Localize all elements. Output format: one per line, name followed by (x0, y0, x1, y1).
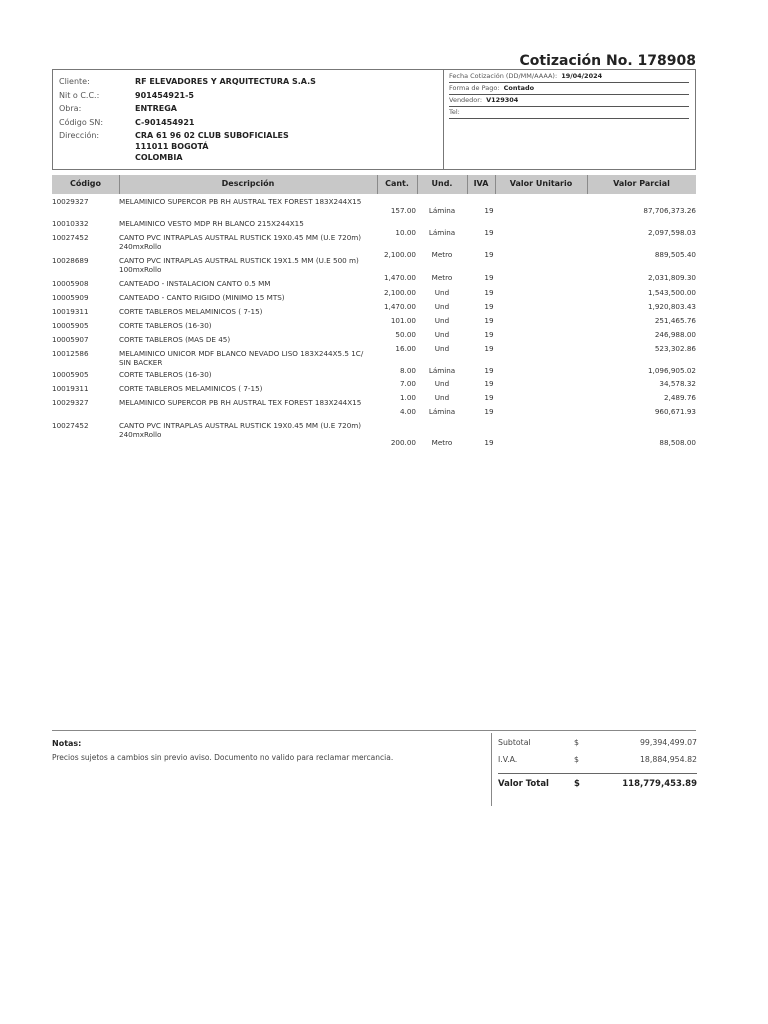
cell-codigo: 10019311 (52, 307, 89, 316)
iva-row (498, 755, 697, 768)
subtotal-currency: $ (574, 738, 579, 747)
cell-codigo: 10019311 (52, 384, 89, 393)
cell-cant: 1.00 (399, 392, 416, 402)
cell-iva: 19 (484, 343, 494, 353)
cell-descripcion: CANTEADO - INSTALACION CANTO 0.5 MM (119, 279, 271, 288)
header-valor-parcial: Valor Parcial (613, 179, 670, 188)
direccion-label: Dirección: (59, 131, 100, 140)
fecha-row (449, 72, 689, 83)
total-currency: $ (574, 779, 580, 789)
table-row (52, 335, 696, 353)
header-cant: Cant. (385, 179, 409, 188)
cell-iva: 19 (484, 287, 494, 297)
table-header (52, 175, 696, 194)
cell-cant: 2,100.00 (383, 287, 416, 297)
iva-currency: $ (574, 755, 579, 764)
cell-cant: 8.00 (399, 366, 416, 375)
table-row (52, 197, 696, 215)
cell-und: Und (434, 343, 450, 353)
cell-und: Und (434, 287, 450, 297)
total-value: 118,779,453.89 (622, 779, 697, 789)
cell-und: Und (434, 301, 450, 311)
cell-und: Lámina (428, 205, 456, 215)
cell-codigo: 10029327 (52, 197, 89, 206)
subtotal-label: Subtotal (498, 738, 531, 747)
cell-codigo: 10012586 (52, 349, 89, 358)
iva-value: 18,884,954.82 (639, 755, 697, 764)
table-row (52, 307, 696, 325)
cell-iva: 19 (484, 378, 494, 388)
cell-und: Metro (431, 250, 453, 259)
notes-title: Notas: (52, 739, 82, 748)
cell-descripcion: CANTEADO - CANTO RIGIDO (MINIMO 15 MTS) (119, 293, 285, 302)
tel-label: Tel: (449, 108, 460, 116)
cell-iva: 19 (484, 315, 494, 325)
cell-codigo: 10027452 (52, 421, 89, 430)
cell-valor-parcial: 87,706,373.26 (643, 205, 696, 215)
cell-descripcion: CORTE TABLEROS MELAMINICOS ( 7-15) (119, 307, 263, 316)
cell-iva: 19 (484, 273, 494, 282)
obra-value: ENTREGA (135, 104, 177, 113)
cell-codigo: 10005905 (52, 321, 89, 330)
direccion-line2: 111011 BOGOTÁ (135, 142, 209, 151)
cell-cant: 200.00 (390, 438, 416, 447)
cell-codigo: 10028689 (52, 256, 89, 265)
cell-descripcion: CANTO PVC INTRAPLAS AUSTRAL RUSTICK 19X0.45 MM (U.E 720m) 240mxRollo (119, 233, 362, 251)
cell-valor-parcial: 1,096,905.02 (647, 366, 696, 375)
cell-valor-parcial: 2,097,598.03 (647, 227, 696, 237)
cell-cant: 1,470.00 (383, 301, 416, 311)
cell-und: Und (434, 378, 450, 388)
cell-descripcion: CORTE TABLEROS (16-30) (119, 370, 212, 379)
cell-cant: 2,100.00 (383, 250, 416, 259)
cell-und: Lámina (428, 406, 456, 416)
cell-und: Lámina (428, 227, 456, 237)
cell-iva: 19 (484, 227, 494, 237)
cell-descripcion: CANTO PVC INTRAPLAS AUSTRAL RUSTICK 19X0.45 MM (U.E 720m) 240mxRollo (119, 421, 362, 439)
cell-codigo: 10005908 (52, 279, 89, 288)
cell-descripcion: CANTO PVC INTRAPLAS AUSTRAL RUSTICK 19X1.5 MM (U.E 500 m) 100mxRollo (119, 256, 359, 274)
cell-cant: 7.00 (399, 378, 416, 388)
subtotal-value: 99,394,499.07 (639, 738, 697, 747)
cell-codigo: 10005907 (52, 335, 89, 344)
cell-cant: 50.00 (395, 329, 416, 339)
quote-title: Cotización No. 178908 (519, 53, 696, 69)
header-codigo: Código (69, 179, 102, 188)
cell-cant: 16.00 (395, 343, 416, 353)
direccion-line3: COLOMBIA (135, 153, 183, 162)
cell-iva: 19 (484, 392, 494, 402)
vendedor-label: Vendedor: (449, 96, 483, 104)
header-und: Und. (431, 179, 453, 188)
pago-label: Forma de Pago: (449, 84, 500, 92)
cell-descripcion: CORTE TABLEROS (16-30) (119, 321, 212, 330)
total-divider (498, 773, 697, 774)
cell-cant: 4.00 (399, 406, 416, 416)
cell-descripcion: MELAMINICO UNICOR MDF BLANCO NEVADO LISO 183X244X5.5 1C/ SIN BACKER (119, 349, 364, 367)
subtotal-row (498, 738, 697, 751)
cell-valor-parcial: 34,578.32 (659, 378, 696, 388)
footer-divider (52, 730, 696, 731)
nit-value: 901454921-5 (135, 91, 194, 100)
table-row (52, 398, 696, 416)
cell-valor-parcial: 960,671.93 (654, 406, 696, 416)
client-name: RF ELEVADORES Y ARQUITECTURA S.A.S (135, 77, 316, 86)
cell-und: Und (434, 315, 450, 325)
cell-valor-parcial: 251,465.76 (654, 315, 696, 325)
cell-codigo: 10029327 (52, 398, 89, 407)
cell-valor-parcial: 1,920,803.43 (647, 301, 696, 311)
total-row (498, 779, 697, 792)
tel-row (449, 108, 689, 119)
cell-valor-parcial: 2,031,809.30 (647, 273, 696, 282)
cell-descripcion: MELAMINICO SUPERCOR PB RH AUSTRAL TEX FOREST 183X244X15 (119, 398, 362, 407)
cell-iva: 19 (484, 250, 494, 259)
cell-codigo: 10027452 (52, 233, 89, 242)
cell-iva: 19 (484, 406, 494, 416)
obra-label: Obra: (59, 104, 82, 113)
client-info-box (52, 69, 696, 170)
vendedor-row (449, 96, 689, 107)
cell-iva: 19 (484, 438, 494, 447)
cell-iva: 19 (484, 301, 494, 311)
cell-valor-parcial: 889,505.40 (654, 250, 696, 259)
cell-und: Metro (431, 438, 453, 447)
header-iva: IVA (473, 179, 489, 188)
pago-value: Contado (503, 84, 535, 92)
cell-iva: 19 (484, 366, 494, 375)
table-row (52, 384, 696, 402)
table-row (52, 233, 696, 259)
cell-cant: 10.00 (395, 227, 416, 237)
cell-codigo: 10010332 (52, 219, 89, 228)
cell-und: Metro (431, 273, 453, 282)
cell-descripcion: CORTE TABLEROS (MAS DE 45) (119, 335, 231, 344)
cell-codigo: 10005905 (52, 370, 89, 379)
cell-cant: 1,470.00 (383, 273, 416, 282)
cell-codigo: 10005909 (52, 293, 89, 302)
table-row (52, 293, 696, 311)
table-row (52, 279, 696, 297)
fecha-value: 19/04/2024 (561, 72, 603, 80)
nit-label: Nit o C.C.: (59, 91, 100, 100)
table-row (52, 321, 696, 339)
notes-text: Precios sujetos a cambios sin previo aviso. Documento no valido para reclamar mercancia. (52, 753, 394, 762)
iva-label: I.V.A. (498, 755, 518, 764)
box-divider (443, 70, 444, 169)
vendedor-value: V129304 (486, 96, 519, 104)
table-row (52, 421, 696, 447)
cell-cant: 101.00 (390, 315, 416, 325)
cell-iva: 19 (484, 205, 494, 215)
pago-row (449, 84, 689, 95)
cell-descripcion: CORTE TABLEROS MELAMINICOS ( 7-15) (119, 384, 263, 393)
direccion-line1: CRA 61 96 02 CLUB SUBOFICIALES (135, 131, 289, 140)
client-label: Cliente: (59, 77, 90, 86)
cell-valor-parcial: 1,543,500.00 (647, 287, 696, 297)
cell-descripcion: MELAMINICO VESTO MDP RH BLANCO 215X244X15 (119, 219, 304, 228)
fecha-label: Fecha Cotización (DD/MM/AAAA): (449, 72, 558, 80)
total-label: Valor Total (498, 779, 549, 789)
totals-box (491, 733, 696, 806)
table-row (52, 256, 696, 282)
cell-und: Und (434, 329, 450, 339)
table-row (52, 219, 696, 237)
cell-und: Lámina (428, 366, 456, 375)
cell-valor-parcial: 2,489.76 (663, 392, 696, 402)
cell-valor-parcial: 246,988.00 (654, 329, 696, 339)
codigo-value: C-901454921 (135, 118, 195, 127)
codigo-label: Código SN: (59, 118, 104, 127)
cell-descripcion: MELAMINICO SUPERCOR PB RH AUSTRAL TEX FOREST 183X244X15 (119, 197, 362, 206)
header-valor-unitario: Valor Unitario (509, 179, 573, 188)
cell-cant: 157.00 (390, 205, 416, 215)
cell-iva: 19 (484, 329, 494, 339)
cell-valor-parcial: 88,508.00 (659, 438, 696, 447)
header-descripcion: Descripción (221, 179, 275, 188)
cell-und: Und (434, 392, 450, 402)
cell-valor-parcial: 523,302.86 (654, 343, 696, 353)
